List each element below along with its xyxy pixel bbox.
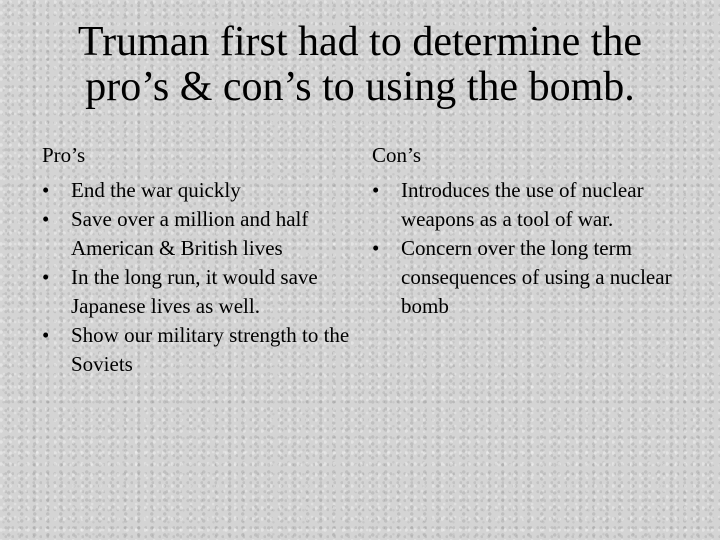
list-item-text: In the long run, it would save Japanese lives as well. (71, 265, 318, 318)
list-item (42, 321, 357, 379)
bullet-icon: • (42, 178, 50, 202)
list-item-text: Show our military strength to the Soviets (71, 323, 350, 376)
bullet-icon: • (42, 323, 50, 347)
slide-title (20, 20, 700, 110)
list-item (42, 176, 357, 205)
list-item-text: Concern over the long term consequences of using a nuclear bomb (401, 236, 672, 318)
list-item (42, 205, 357, 263)
list-item (372, 234, 702, 321)
bullet-icon: • (372, 178, 380, 202)
cons-heading: Con’s (372, 143, 422, 167)
list-item (42, 263, 357, 321)
pros-heading: Pro’s (42, 143, 86, 167)
cons-list (372, 176, 702, 321)
pros-list (42, 176, 357, 379)
slide-title-line-2: pro’s & con’s to using the bomb. (85, 64, 635, 110)
slide-title-line-1: Truman first had to determine the (77, 19, 643, 65)
bullet-icon: • (42, 207, 50, 231)
list-item (372, 176, 702, 234)
list-item-text: End the war quickly (71, 178, 241, 202)
bullet-icon: • (372, 236, 380, 260)
list-item-text: Introduces the use of nuclear weapons as a tool of war. (401, 178, 644, 231)
bullet-icon: • (42, 265, 50, 289)
list-item-text: Save over a million and half American & British lives (71, 207, 309, 260)
